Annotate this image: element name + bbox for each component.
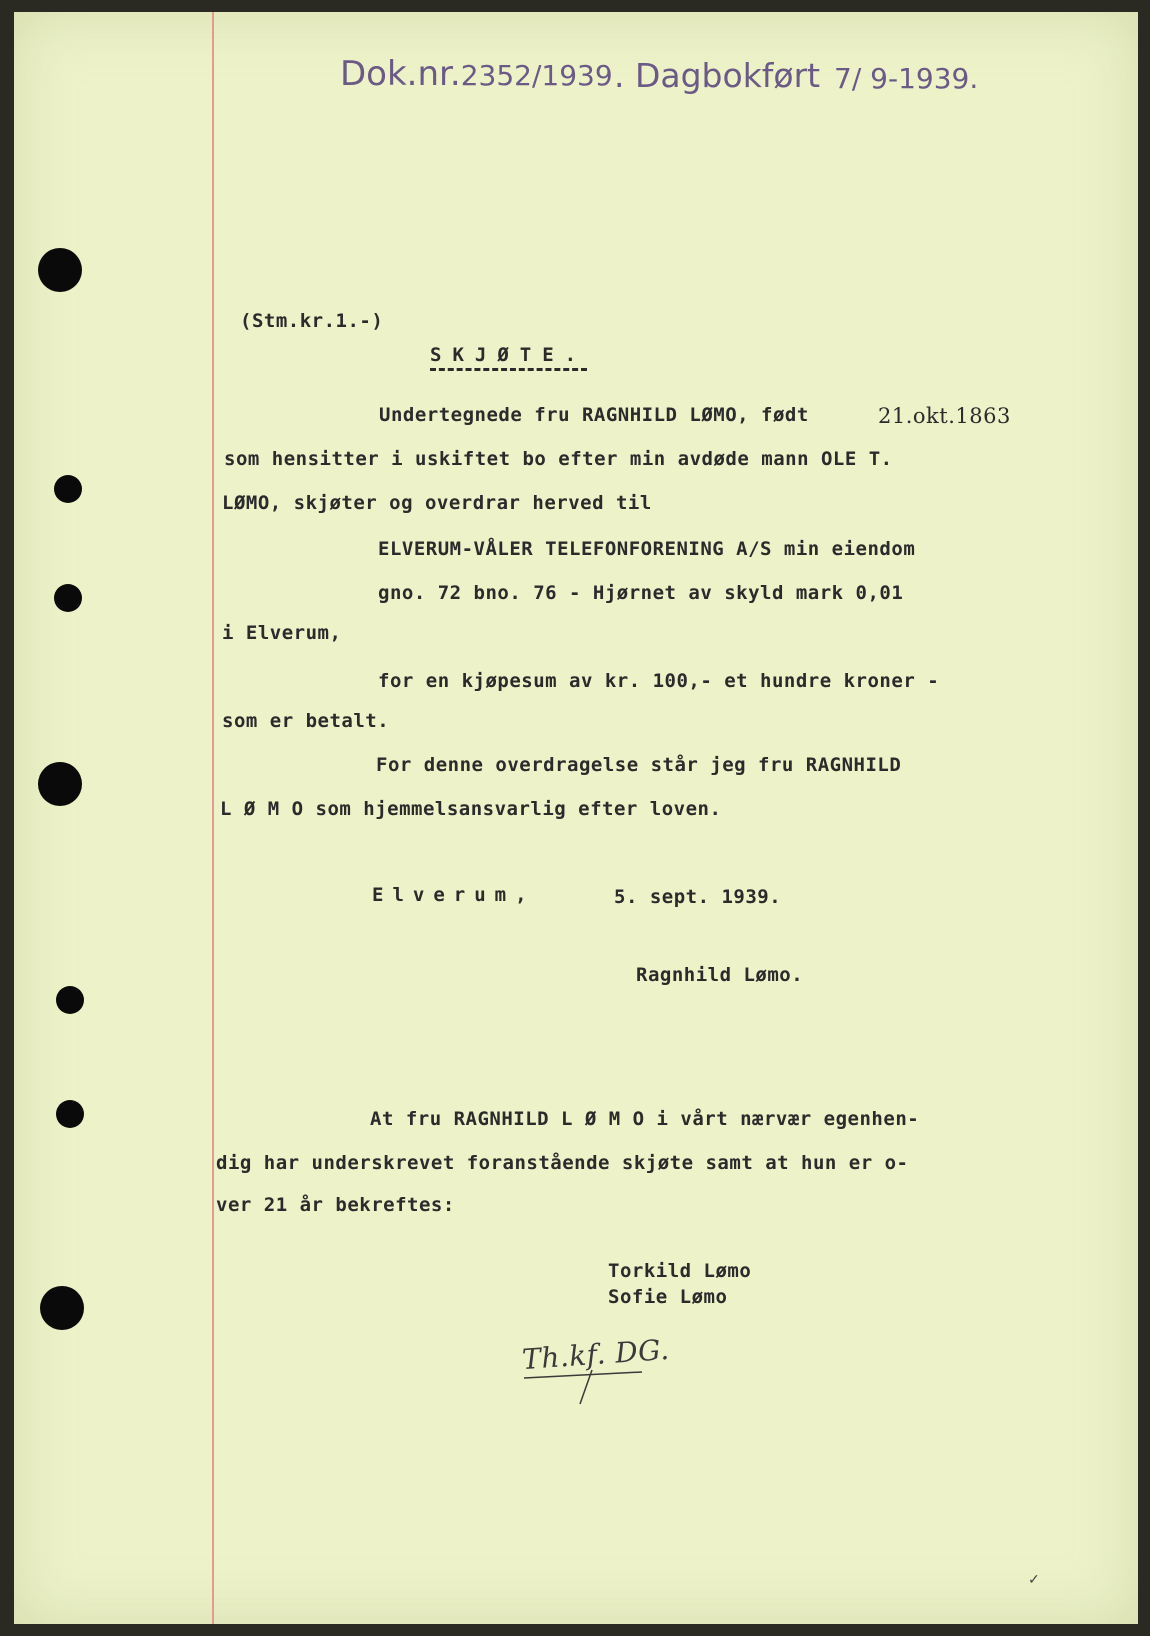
document-page <box>14 12 1138 1624</box>
body-line: som hensitter i uskiftet bo efter min avdøde mann OLE T. <box>224 448 893 470</box>
body-line: gno. 72 bno. 76 - Hjørnet av skyld mark 0,01 <box>378 582 904 604</box>
punch-hole <box>54 475 82 503</box>
body-line: For denne overdragelse står jeg fru RAGNHILD <box>376 754 902 776</box>
registered-date: 7/ 9-1939. <box>834 62 979 95</box>
stamp-duty: (Stm.kr.1.-) <box>240 310 384 332</box>
body-line: som er betalt. <box>222 710 390 732</box>
punch-hole <box>54 584 82 612</box>
initials-underline <box>522 1368 652 1408</box>
punch-hole <box>38 762 82 806</box>
punch-hole <box>56 1100 84 1128</box>
witness-name: Torkild Lømo <box>608 1260 752 1282</box>
body-line: Undertegnede fru RAGNHILD LØMO, født <box>379 404 809 426</box>
doc-number-stamp <box>340 54 613 94</box>
witness-name: Sofie Lømo <box>608 1286 728 1308</box>
body-line: for en kjøpesum av kr. 100,- et hundre kroner - <box>378 670 940 692</box>
handwritten-initials: Th.kf. DG. <box>521 1332 671 1377</box>
punch-hole <box>40 1286 84 1330</box>
witness-line: dig har underskrevet foranstående skjøte samt at hun er o- <box>216 1152 909 1174</box>
signature-name: Ragnhild Lømo. <box>636 964 804 986</box>
body-line: L Ø M O som hjemmelsansvarlig efter loven. <box>220 798 722 820</box>
document-title: SKJØTE. <box>430 344 587 371</box>
punch-hole <box>56 986 84 1014</box>
registered-stamp <box>614 56 820 95</box>
body-line: i Elverum, <box>222 622 342 644</box>
registered-label: . Dagbokført <box>614 56 821 95</box>
place: Elverum, <box>372 884 536 906</box>
punch-hole <box>38 248 82 292</box>
body-line: ELVERUM-VÅLER TELEFONFORENING A/S min eiendom <box>378 538 916 560</box>
date: 5. sept. 1939. <box>614 886 782 908</box>
witness-line: At fru RAGNHILD L Ø M O i vårt nærvær egenhen- <box>370 1108 920 1130</box>
body-line: LØMO, skjøter og overdrar herved til <box>222 492 652 514</box>
doc-number: 2352/1939 <box>460 59 613 92</box>
birth-date: 21.okt.1863 <box>878 404 1011 428</box>
red-margin-line <box>212 12 214 1624</box>
doc-label: Dok.nr. <box>340 54 461 94</box>
witness-line: ver 21 år bekreftes: <box>216 1194 455 1216</box>
check-mark: ✓ <box>1028 1572 1040 1588</box>
